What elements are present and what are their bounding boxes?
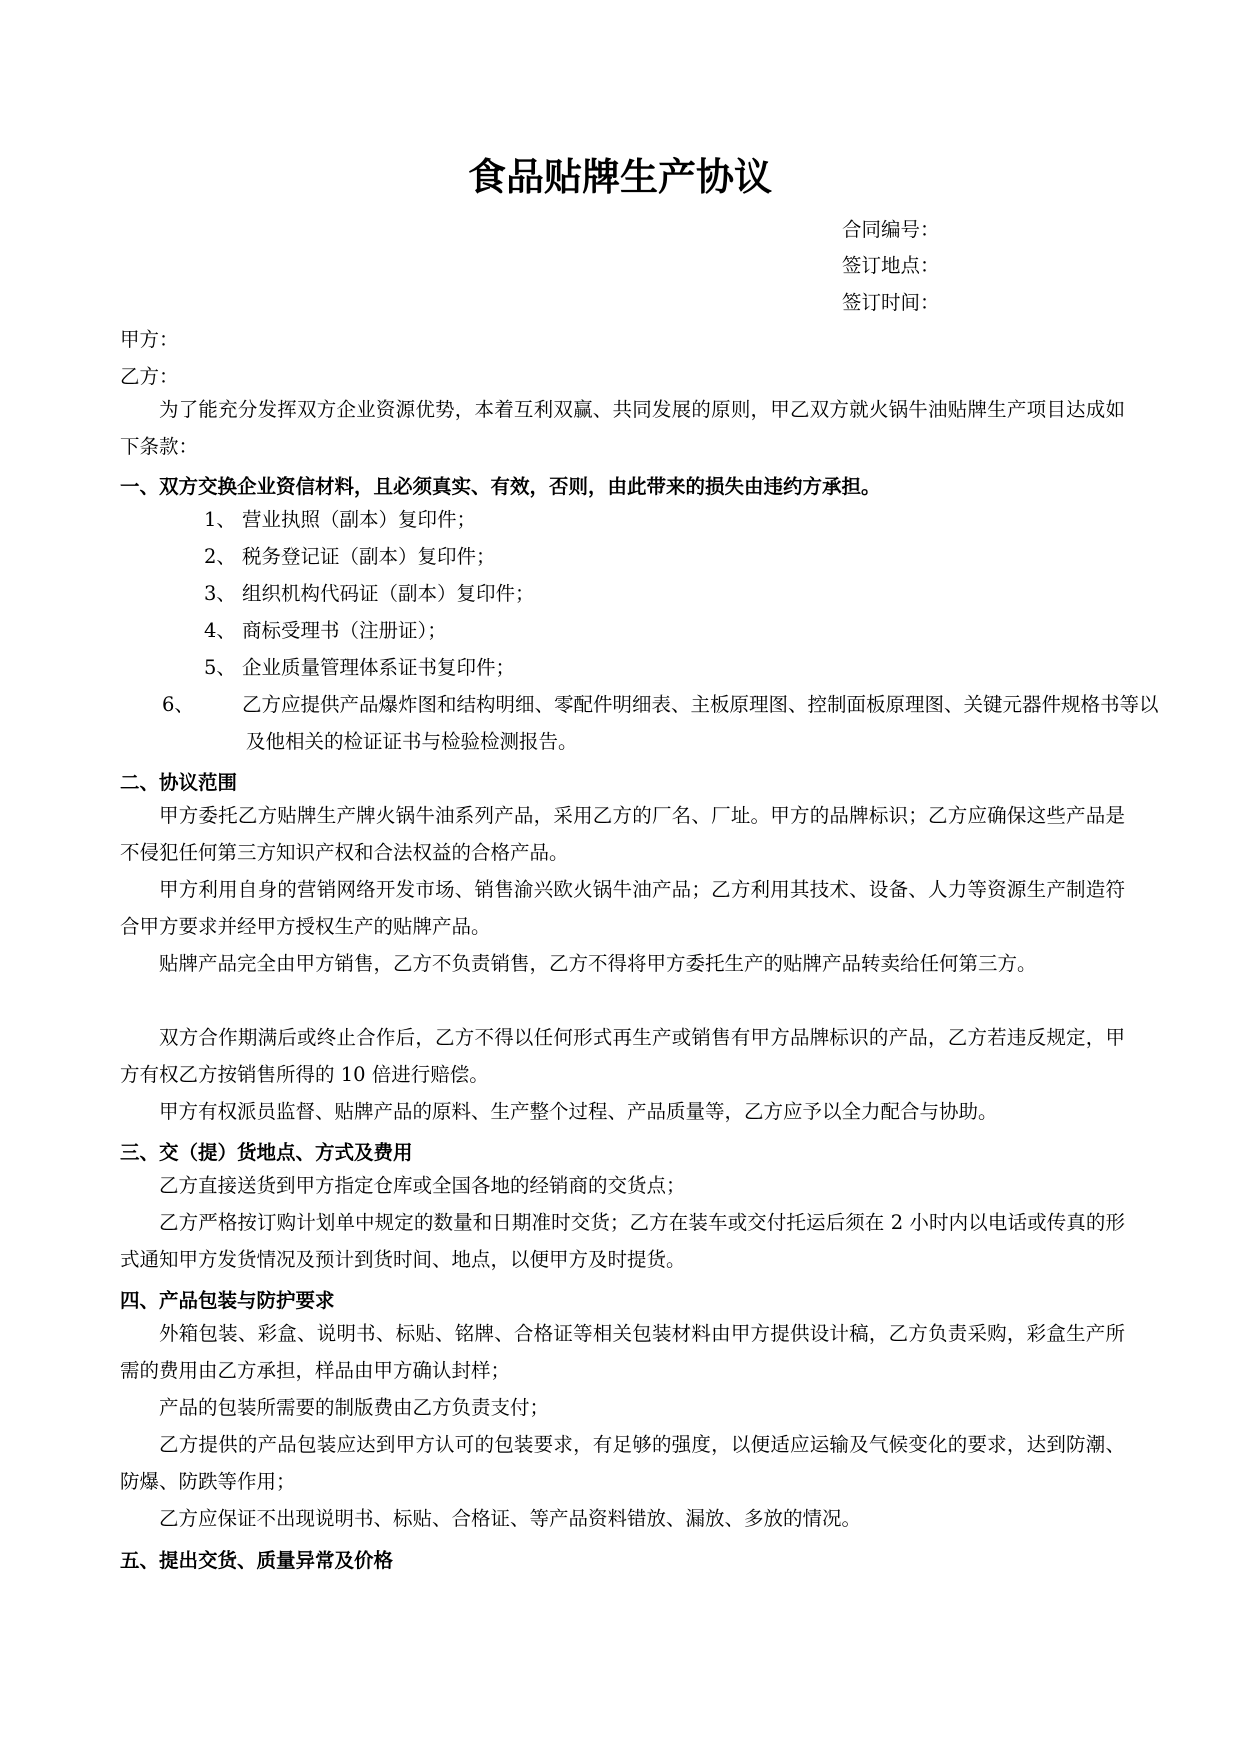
list-item-text: 乙方应提供产品爆炸图和结构明细、零配件明细表、主板原理图、控制面板原理图、关键元器件规格书等以及他相关的检证证书与检验检测报告。 <box>242 693 1159 753</box>
list-item-number: 2、 <box>204 545 236 568</box>
document-title: 食品贴牌生产协议 <box>467 155 772 199</box>
list-item <box>204 612 1134 649</box>
section-heading-2: 二、协议范围 <box>120 771 238 794</box>
paragraph: 乙方提供的产品包装应达到甲方认可的包装要求，有足够的强度，以便适应运输及气候变化的要求，达到防潮、防爆、防跌等作用； <box>120 1433 1125 1493</box>
paragraph: 产品的包装所需要的制版费由乙方负责支付； <box>159 1396 550 1419</box>
paragraph: 外箱包装、彩盒、说明书、标贴、铭牌、合格证等相关包装材料由甲方提供设计稿，乙方负责采购，彩盒生产所需的费用由乙方承担，样品由甲方确认封样； <box>120 1322 1125 1382</box>
paragraph: 双方合作期满后或终止合作后，乙方不得以任何形式再生产或销售有甲方品牌标识的产品，乙方若违反规定，甲方有权乙方按销售所得的 10 倍进行赔偿。 <box>120 1026 1125 1086</box>
list-item-number: 3、 <box>204 582 236 605</box>
list-item-text: 商标受理书（注册证）； <box>242 619 447 642</box>
list-item-number: 1、 <box>204 508 236 531</box>
contract-number-label: 合同编号： <box>842 218 940 241</box>
list-item <box>204 575 1134 612</box>
paragraph: 乙方直接送货到甲方指定仓库或全国各地的经销商的交货点； <box>159 1174 686 1197</box>
paragraph: 甲方有权派员监督、贴牌产品的原料、生产整个过程、产品质量等，乙方应予以全力配合与协助。 <box>159 1100 998 1123</box>
list-item-number: 6、 <box>162 693 194 716</box>
section-heading-3: 三、交（提）货地点、方式及费用 <box>120 1141 413 1164</box>
paragraph: 甲方委托乙方贴牌生产牌火锅牛油系列产品，采用乙方的厂名、厂址。甲方的品牌标识；乙方应确保这些产品是不侵犯任何第三方知识产权和合法权益的合格产品。 <box>120 804 1125 864</box>
list-item-text: 企业质量管理体系证书复印件； <box>242 656 516 679</box>
section-heading-5: 五、提出交货、质量异常及价格 <box>120 1549 394 1572</box>
paragraph: 甲方利用自身的营销网络开发市场、销售渝兴欧火锅牛油产品；乙方利用其技术、设备、人力等资源生产制造符合甲方要求并经甲方授权生产的贴牌产品。 <box>120 878 1125 938</box>
signing-time-label: 签订时间： <box>842 291 940 314</box>
paragraph: 乙方应保证不出现说明书、标贴、合格证、等产品资料错放、漏放、多放的情况。 <box>159 1507 862 1530</box>
list-item-text: 税务登记证（副本）复印件； <box>242 545 496 568</box>
list-item-number: 5、 <box>204 656 236 679</box>
list-item-text: 组织机构代码证（副本）复印件； <box>242 582 535 605</box>
paragraph: 乙方严格按订购计划单中规定的数量和日期准时交货；乙方在装车或交付托运后须在 2 小时内以电话或传真的形式通知甲方发货情况及预计到货时间、地点，以便甲方及时提货。 <box>120 1211 1125 1271</box>
section-heading-1: 一、双方交换企业资信材料，且必须真实、有效，否则，由此带来的损失由违约方承担。 <box>120 475 881 498</box>
list-item <box>204 538 1134 575</box>
party-b-label: 乙方： <box>120 365 179 388</box>
paragraph: 贴牌产品完全由甲方销售，乙方不负责销售，乙方不得将甲方委托生产的贴牌产品转卖给任何第三方。 <box>159 952 1037 975</box>
list-item <box>204 649 1134 686</box>
list-item <box>204 501 1134 538</box>
list-item <box>162 686 1176 760</box>
section-heading-4: 四、产品包装与防护要求 <box>120 1289 335 1312</box>
party-a-label: 甲方： <box>120 328 179 351</box>
intro-paragraph: 为了能充分发挥双方企业资源优势，本着互利双赢、共同发展的原则，甲乙双方就火锅牛油贴牌生产项目达成如下条款： <box>120 398 1125 458</box>
list-item-text: 营业执照（副本）复印件； <box>242 508 477 531</box>
signing-place-label: 签订地点： <box>842 254 940 277</box>
list-item-number: 4、 <box>204 619 236 642</box>
